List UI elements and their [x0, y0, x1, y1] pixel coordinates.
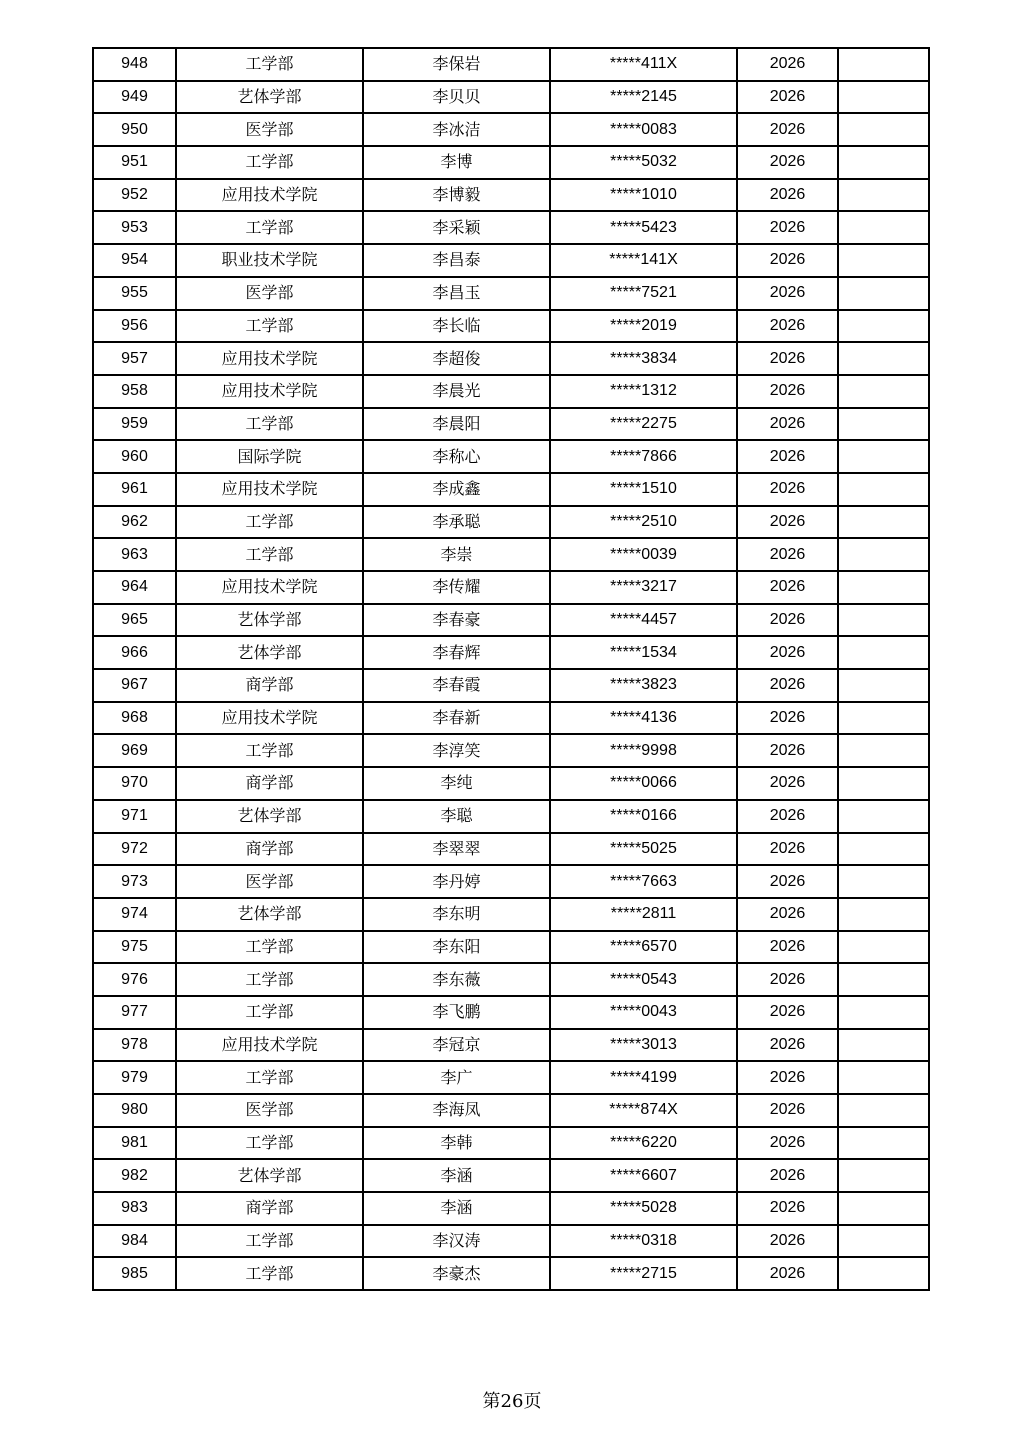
student-list-table: [92, 47, 930, 1291]
remark-cell: [838, 1127, 929, 1160]
row-number-cell: 962: [93, 506, 176, 539]
name-cell: 李丹婷: [363, 865, 550, 898]
department-cell: 应用技术学院: [176, 473, 363, 506]
year-cell: 2026: [737, 767, 838, 800]
name-cell: 李冰洁: [363, 113, 550, 146]
remark-cell: [838, 408, 929, 441]
name-cell: 李博: [363, 146, 550, 179]
remark-cell: [838, 538, 929, 571]
department-cell: 工学部: [176, 1257, 363, 1290]
remark-cell: [838, 179, 929, 212]
row-number-cell: 985: [93, 1257, 176, 1290]
row-number-cell: 955: [93, 277, 176, 310]
year-cell: 2026: [737, 473, 838, 506]
name-cell: 李称心: [363, 440, 550, 473]
remark-cell: [838, 473, 929, 506]
id-number-cell: *****3834: [550, 342, 737, 375]
row-number-cell: 956: [93, 310, 176, 343]
name-cell: 李春新: [363, 702, 550, 735]
year-cell: 2026: [737, 506, 838, 539]
remark-cell: [838, 800, 929, 833]
table-row: [93, 767, 929, 800]
row-number-cell: 981: [93, 1127, 176, 1160]
department-cell: 艺体学部: [176, 800, 363, 833]
year-cell: 2026: [737, 538, 838, 571]
year-cell: 2026: [737, 408, 838, 441]
name-cell: 李博毅: [363, 179, 550, 212]
id-number-cell: *****2145: [550, 81, 737, 114]
remark-cell: [838, 702, 929, 735]
remark-cell: [838, 440, 929, 473]
remark-cell: [838, 211, 929, 244]
table-row: [93, 506, 929, 539]
table-row: [93, 81, 929, 114]
id-number-cell: *****5423: [550, 211, 737, 244]
remark-cell: [838, 734, 929, 767]
department-cell: 工学部: [176, 931, 363, 964]
table-row: [93, 636, 929, 669]
remark-cell: [838, 996, 929, 1029]
name-cell: 李超俊: [363, 342, 550, 375]
id-number-cell: *****2275: [550, 408, 737, 441]
table-row: [93, 1192, 929, 1225]
name-cell: 李晨阳: [363, 408, 550, 441]
row-number-cell: 954: [93, 244, 176, 277]
department-cell: 应用技术学院: [176, 179, 363, 212]
name-cell: 李海凤: [363, 1094, 550, 1127]
table-row: [93, 996, 929, 1029]
year-cell: 2026: [737, 1094, 838, 1127]
row-number-cell: 953: [93, 211, 176, 244]
remark-cell: [838, 1257, 929, 1290]
id-number-cell: *****2715: [550, 1257, 737, 1290]
year-cell: 2026: [737, 310, 838, 343]
row-number-cell: 949: [93, 81, 176, 114]
id-number-cell: *****7866: [550, 440, 737, 473]
year-cell: 2026: [737, 800, 838, 833]
row-number-cell: 966: [93, 636, 176, 669]
remark-cell: [838, 375, 929, 408]
table-row: [93, 146, 929, 179]
year-cell: 2026: [737, 342, 838, 375]
table-row: [93, 408, 929, 441]
year-cell: 2026: [737, 898, 838, 931]
table-row: [93, 1159, 929, 1192]
name-cell: 李成鑫: [363, 473, 550, 506]
department-cell: 工学部: [176, 996, 363, 1029]
name-cell: 李春豪: [363, 604, 550, 637]
name-cell: 李汉涛: [363, 1225, 550, 1258]
name-cell: 李保岩: [363, 48, 550, 81]
year-cell: 2026: [737, 146, 838, 179]
year-cell: 2026: [737, 931, 838, 964]
name-cell: 李昌玉: [363, 277, 550, 310]
row-number-cell: 964: [93, 571, 176, 604]
year-cell: 2026: [737, 963, 838, 996]
department-cell: 工学部: [176, 310, 363, 343]
id-number-cell: *****1534: [550, 636, 737, 669]
remark-cell: [838, 277, 929, 310]
year-cell: 2026: [737, 277, 838, 310]
department-cell: 艺体学部: [176, 1159, 363, 1192]
row-number-cell: 980: [93, 1094, 176, 1127]
id-number-cell: *****1010: [550, 179, 737, 212]
name-cell: 李广: [363, 1061, 550, 1094]
department-cell: 工学部: [176, 506, 363, 539]
row-number-cell: 974: [93, 898, 176, 931]
table-row: [93, 1094, 929, 1127]
id-number-cell: *****6570: [550, 931, 737, 964]
year-cell: 2026: [737, 81, 838, 114]
table-row: [93, 1029, 929, 1062]
row-number-cell: 971: [93, 800, 176, 833]
id-number-cell: *****5032: [550, 146, 737, 179]
department-cell: 应用技术学院: [176, 1029, 363, 1062]
year-cell: 2026: [737, 702, 838, 735]
table-row: [93, 1061, 929, 1094]
name-cell: 李承聪: [363, 506, 550, 539]
student-list-table-container: [92, 47, 928, 1291]
remark-cell: [838, 963, 929, 996]
department-cell: 艺体学部: [176, 636, 363, 669]
table-row: [93, 833, 929, 866]
name-cell: 李飞鹏: [363, 996, 550, 1029]
row-number-cell: 977: [93, 996, 176, 1029]
table-row: [93, 1257, 929, 1290]
department-cell: 医学部: [176, 865, 363, 898]
table-row: [93, 1127, 929, 1160]
name-cell: 李东明: [363, 898, 550, 931]
remark-cell: [838, 767, 929, 800]
name-cell: 李昌泰: [363, 244, 550, 277]
year-cell: 2026: [737, 1225, 838, 1258]
id-number-cell: *****2510: [550, 506, 737, 539]
id-number-cell: *****4136: [550, 702, 737, 735]
row-number-cell: 965: [93, 604, 176, 637]
year-cell: 2026: [737, 1192, 838, 1225]
row-number-cell: 983: [93, 1192, 176, 1225]
row-number-cell: 957: [93, 342, 176, 375]
year-cell: 2026: [737, 833, 838, 866]
table-row: [93, 1225, 929, 1258]
id-number-cell: *****2019: [550, 310, 737, 343]
year-cell: 2026: [737, 636, 838, 669]
table-row: [93, 375, 929, 408]
remark-cell: [838, 865, 929, 898]
row-number-cell: 963: [93, 538, 176, 571]
department-cell: 应用技术学院: [176, 702, 363, 735]
department-cell: 工学部: [176, 734, 363, 767]
id-number-cell: *****6220: [550, 1127, 737, 1160]
name-cell: 李冠京: [363, 1029, 550, 1062]
department-cell: 应用技术学院: [176, 342, 363, 375]
row-number-cell: 984: [93, 1225, 176, 1258]
name-cell: 李春霞: [363, 669, 550, 702]
id-number-cell: *****9998: [550, 734, 737, 767]
table-row: [93, 48, 929, 81]
table-row: [93, 898, 929, 931]
table-row: [93, 440, 929, 473]
table-row: [93, 244, 929, 277]
department-cell: 国际学院: [176, 440, 363, 473]
table-row: [93, 277, 929, 310]
year-cell: 2026: [737, 604, 838, 637]
remark-cell: [838, 310, 929, 343]
name-cell: 李翠翠: [363, 833, 550, 866]
remark-cell: [838, 571, 929, 604]
name-cell: 李晨光: [363, 375, 550, 408]
row-number-cell: 961: [93, 473, 176, 506]
year-cell: 2026: [737, 669, 838, 702]
table-row: [93, 800, 929, 833]
row-number-cell: 959: [93, 408, 176, 441]
name-cell: 李长临: [363, 310, 550, 343]
department-cell: 工学部: [176, 538, 363, 571]
remark-cell: [838, 81, 929, 114]
id-number-cell: *****1312: [550, 375, 737, 408]
remark-cell: [838, 506, 929, 539]
page-number: 第26页: [482, 1391, 542, 1412]
id-number-cell: *****7521: [550, 277, 737, 310]
id-number-cell: *****4199: [550, 1061, 737, 1094]
department-cell: 工学部: [176, 211, 363, 244]
name-cell: 李纯: [363, 767, 550, 800]
name-cell: 李传耀: [363, 571, 550, 604]
department-cell: 商学部: [176, 767, 363, 800]
remark-cell: [838, 636, 929, 669]
department-cell: 工学部: [176, 1225, 363, 1258]
department-cell: 商学部: [176, 1192, 363, 1225]
department-cell: 艺体学部: [176, 898, 363, 931]
year-cell: 2026: [737, 1029, 838, 1062]
row-number-cell: 951: [93, 146, 176, 179]
id-number-cell: *****5028: [550, 1192, 737, 1225]
row-number-cell: 979: [93, 1061, 176, 1094]
id-number-cell: *****3217: [550, 571, 737, 604]
row-number-cell: 948: [93, 48, 176, 81]
table-row: [93, 734, 929, 767]
table-row: [93, 310, 929, 343]
id-number-cell: *****0166: [550, 800, 737, 833]
id-number-cell: *****7663: [550, 865, 737, 898]
row-number-cell: 952: [93, 179, 176, 212]
id-number-cell: *****2811: [550, 898, 737, 931]
remark-cell: [838, 931, 929, 964]
row-number-cell: 950: [93, 113, 176, 146]
name-cell: 李韩: [363, 1127, 550, 1160]
row-number-cell: 976: [93, 963, 176, 996]
remark-cell: [838, 146, 929, 179]
department-cell: 艺体学部: [176, 81, 363, 114]
name-cell: 李春辉: [363, 636, 550, 669]
id-number-cell: *****0043: [550, 996, 737, 1029]
id-number-cell: *****0543: [550, 963, 737, 996]
table-row: [93, 865, 929, 898]
name-cell: 李淳笑: [363, 734, 550, 767]
year-cell: 2026: [737, 996, 838, 1029]
remark-cell: [838, 48, 929, 81]
year-cell: 2026: [737, 244, 838, 277]
row-number-cell: 978: [93, 1029, 176, 1062]
table-row: [93, 571, 929, 604]
remark-cell: [838, 1094, 929, 1127]
year-cell: 2026: [737, 1257, 838, 1290]
department-cell: 工学部: [176, 48, 363, 81]
year-cell: 2026: [737, 440, 838, 473]
remark-cell: [838, 342, 929, 375]
year-cell: 2026: [737, 571, 838, 604]
id-number-cell: *****3013: [550, 1029, 737, 1062]
remark-cell: [838, 898, 929, 931]
department-cell: 艺体学部: [176, 604, 363, 637]
remark-cell: [838, 1029, 929, 1062]
table-row: [93, 931, 929, 964]
year-cell: 2026: [737, 179, 838, 212]
remark-cell: [838, 1159, 929, 1192]
name-cell: 李东薇: [363, 963, 550, 996]
table-row: [93, 702, 929, 735]
year-cell: 2026: [737, 1159, 838, 1192]
row-number-cell: 967: [93, 669, 176, 702]
department-cell: 工学部: [176, 408, 363, 441]
table-row: [93, 179, 929, 212]
name-cell: 李聪: [363, 800, 550, 833]
id-number-cell: *****0318: [550, 1225, 737, 1258]
row-number-cell: 982: [93, 1159, 176, 1192]
row-number-cell: 973: [93, 865, 176, 898]
name-cell: 李采颖: [363, 211, 550, 244]
table-row: [93, 538, 929, 571]
name-cell: 李崇: [363, 538, 550, 571]
department-cell: 职业技术学院: [176, 244, 363, 277]
row-number-cell: 968: [93, 702, 176, 735]
id-number-cell: *****5025: [550, 833, 737, 866]
remark-cell: [838, 604, 929, 637]
year-cell: 2026: [737, 211, 838, 244]
name-cell: 李豪杰: [363, 1257, 550, 1290]
id-number-cell: *****0066: [550, 767, 737, 800]
year-cell: 2026: [737, 1127, 838, 1160]
table-row: [93, 342, 929, 375]
remark-cell: [838, 1225, 929, 1258]
year-cell: 2026: [737, 1061, 838, 1094]
name-cell: 李涵: [363, 1192, 550, 1225]
id-number-cell: *****3823: [550, 669, 737, 702]
name-cell: 李东阳: [363, 931, 550, 964]
row-number-cell: 958: [93, 375, 176, 408]
remark-cell: [838, 833, 929, 866]
id-number-cell: *****874X: [550, 1094, 737, 1127]
department-cell: 应用技术学院: [176, 571, 363, 604]
remark-cell: [838, 1061, 929, 1094]
id-number-cell: *****411X: [550, 48, 737, 81]
department-cell: 医学部: [176, 113, 363, 146]
department-cell: 工学部: [176, 1061, 363, 1094]
department-cell: 应用技术学院: [176, 375, 363, 408]
department-cell: 商学部: [176, 669, 363, 702]
row-number-cell: 970: [93, 767, 176, 800]
id-number-cell: *****0083: [550, 113, 737, 146]
table-row: [93, 211, 929, 244]
year-cell: 2026: [737, 734, 838, 767]
remark-cell: [838, 669, 929, 702]
department-cell: 商学部: [176, 833, 363, 866]
department-cell: 工学部: [176, 963, 363, 996]
row-number-cell: 975: [93, 931, 176, 964]
table-row: [93, 604, 929, 637]
table-row: [93, 113, 929, 146]
id-number-cell: *****6607: [550, 1159, 737, 1192]
year-cell: 2026: [737, 865, 838, 898]
row-number-cell: 960: [93, 440, 176, 473]
year-cell: 2026: [737, 113, 838, 146]
row-number-cell: 972: [93, 833, 176, 866]
table-row: [93, 669, 929, 702]
table-body: [93, 48, 929, 1290]
row-number-cell: 969: [93, 734, 176, 767]
year-cell: 2026: [737, 48, 838, 81]
table-row: [93, 963, 929, 996]
id-number-cell: *****141X: [550, 244, 737, 277]
id-number-cell: *****4457: [550, 604, 737, 637]
department-cell: 工学部: [176, 1127, 363, 1160]
department-cell: 医学部: [176, 277, 363, 310]
remark-cell: [838, 1192, 929, 1225]
department-cell: 医学部: [176, 1094, 363, 1127]
id-number-cell: *****1510: [550, 473, 737, 506]
name-cell: 李涵: [363, 1159, 550, 1192]
id-number-cell: *****0039: [550, 538, 737, 571]
remark-cell: [838, 113, 929, 146]
name-cell: 李贝贝: [363, 81, 550, 114]
department-cell: 工学部: [176, 146, 363, 179]
year-cell: 2026: [737, 375, 838, 408]
table-row: [93, 473, 929, 506]
remark-cell: [838, 244, 929, 277]
